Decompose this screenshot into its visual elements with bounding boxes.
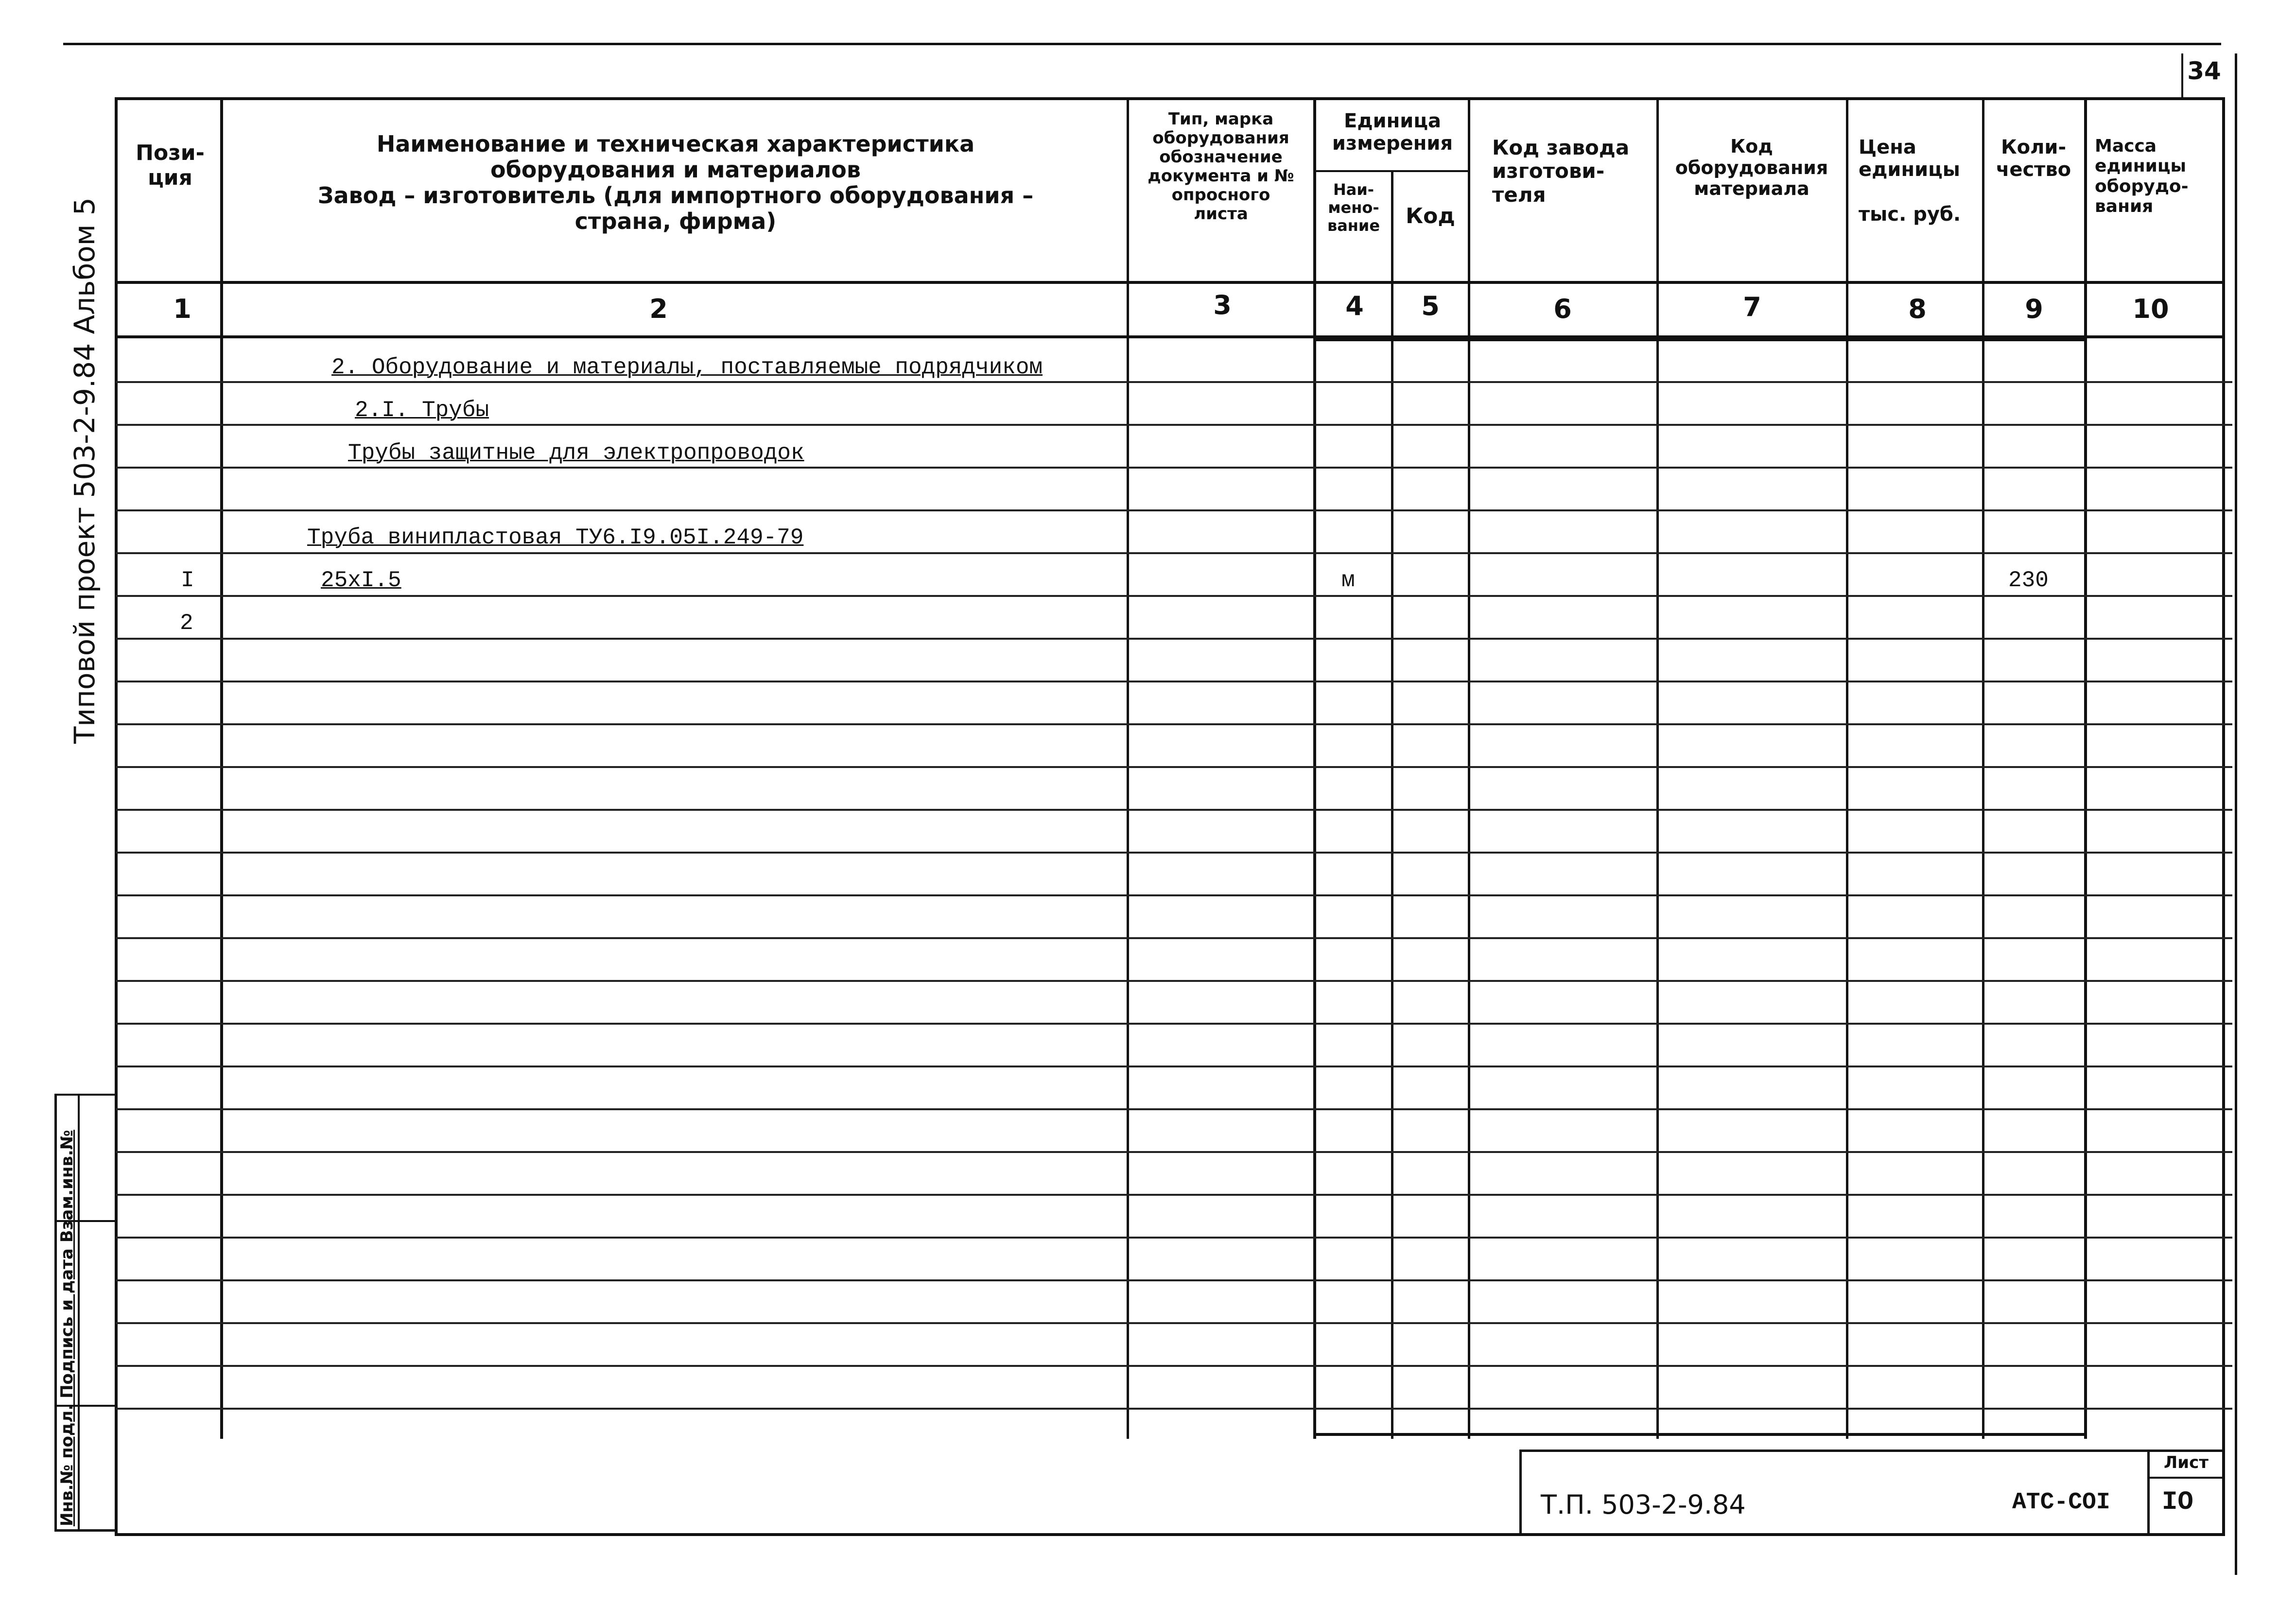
stamp-left [54,1094,57,1531]
row-rule [116,1023,2232,1025]
header-unit-code: Код [1406,204,1455,228]
item1-unit: м [1341,568,1355,593]
colnum-3: 3 [1213,290,1232,320]
titleblock-left [1519,1450,1522,1535]
row-rule [116,1237,2232,1239]
header-quantity: Коли- чество [1996,136,2071,181]
titleblock-top [1520,1450,2225,1452]
frame-top [116,97,2225,100]
header-position: Пози- ция [136,140,205,190]
stamp-top [54,1094,116,1096]
row-rule [116,1151,2232,1153]
row-rule [116,723,2232,725]
header-bottom-rule [116,281,2225,284]
colnum-2: 2 [649,294,668,324]
row-rule [116,1408,2232,1410]
item-title: Труба винипластовая ТУ6.I9.05I.249-79 [307,525,804,550]
colnum-5: 5 [1421,291,1440,321]
header-unit-group: Единица измерения [1332,110,1453,155]
colnum-10: 10 [2132,294,2169,324]
item2-position: 2 [180,611,193,636]
header-type: Тип, марка оборудования обозначение документа и № опросного листа [1148,109,1294,224]
colnum-9: 9 [2025,294,2043,324]
frame-bottom [116,1533,2225,1536]
row-rule [116,809,2232,811]
row-rule [116,509,2232,511]
page-number: 34 [2187,57,2221,85]
titleblock-sheet-left [2147,1450,2150,1535]
titleblock-sheet-div [2148,1477,2224,1479]
colnum-8: 8 [1908,294,1927,324]
header-unit-price: Цена единицы тыс. руб. [1859,136,1961,226]
side-project-label: Типовой проект 503-2-9.84 Альбом 5 [68,197,101,744]
row-rule [116,980,2232,982]
row-rule [116,852,2232,854]
row-rule [116,681,2232,682]
colnum-1: 1 [173,294,191,324]
right-edge-rule [2235,53,2237,1575]
row-rule [116,552,2232,554]
section-title: 2. Оборудование и материалы, поставляемые подрядчиком [331,355,1043,380]
doc-number: Т.П. 503-2-9.84 [1541,1489,1746,1520]
row-rule [116,467,2232,469]
row-rule [116,381,2232,383]
body-box-top [1313,338,2087,341]
page-number-box-left [2181,53,2183,98]
doc-code: АТС-COI [2012,1489,2110,1516]
colnum-6: 6 [1553,294,1572,324]
stamp-right [78,1094,80,1531]
header-plant-code: Код завода изготови- теля [1492,136,1630,207]
colnum-7: 7 [1743,292,1761,322]
row-rule [116,766,2232,768]
row-rule [116,1108,2232,1110]
colnum-4: 4 [1345,291,1364,321]
frame-right [2222,97,2225,1536]
stamp-bottom [54,1529,116,1532]
item1-quantity: 230 [2008,568,2049,593]
body-box-bottom [1313,1433,2087,1436]
item1-name: 25хI.5 [321,568,401,593]
row-rule [116,937,2232,939]
header-unit-mass: Масса единицы оборудо- вания [2095,136,2189,217]
row-rule [116,638,2232,640]
side-stamp-label: Инв.№ подл. Подпись и дата Взам.инв.№ [57,1130,77,1526]
top-rule [63,43,2221,45]
subsection-title: 2.I. Трубы [355,398,489,423]
frame-left [115,97,118,1536]
row-rule [116,1279,2232,1281]
row-rule [116,1194,2232,1196]
group-title: Трубы защитные для электропроводок [348,440,804,466]
header-equipment-code: Код оборудования материала [1675,136,1828,200]
item1-position: I [181,568,194,593]
header-unit-name: Наи- мено- вание [1327,180,1380,235]
sheet-number: IO [2162,1487,2193,1517]
row-rule [116,1322,2232,1324]
row-rule [116,424,2232,426]
header-name: Наименование и техническая характеристика оборудования и материалов Завод – изготовитель (для импортного оборудования – страна, фирма) [317,131,1034,234]
row-rule [116,595,2232,597]
col-div-4 [1391,170,1393,1439]
row-rule [116,894,2232,896]
sheet-label: Лист [2164,1453,2209,1472]
row-rule [116,1066,2232,1067]
row-rule [116,1365,2232,1367]
